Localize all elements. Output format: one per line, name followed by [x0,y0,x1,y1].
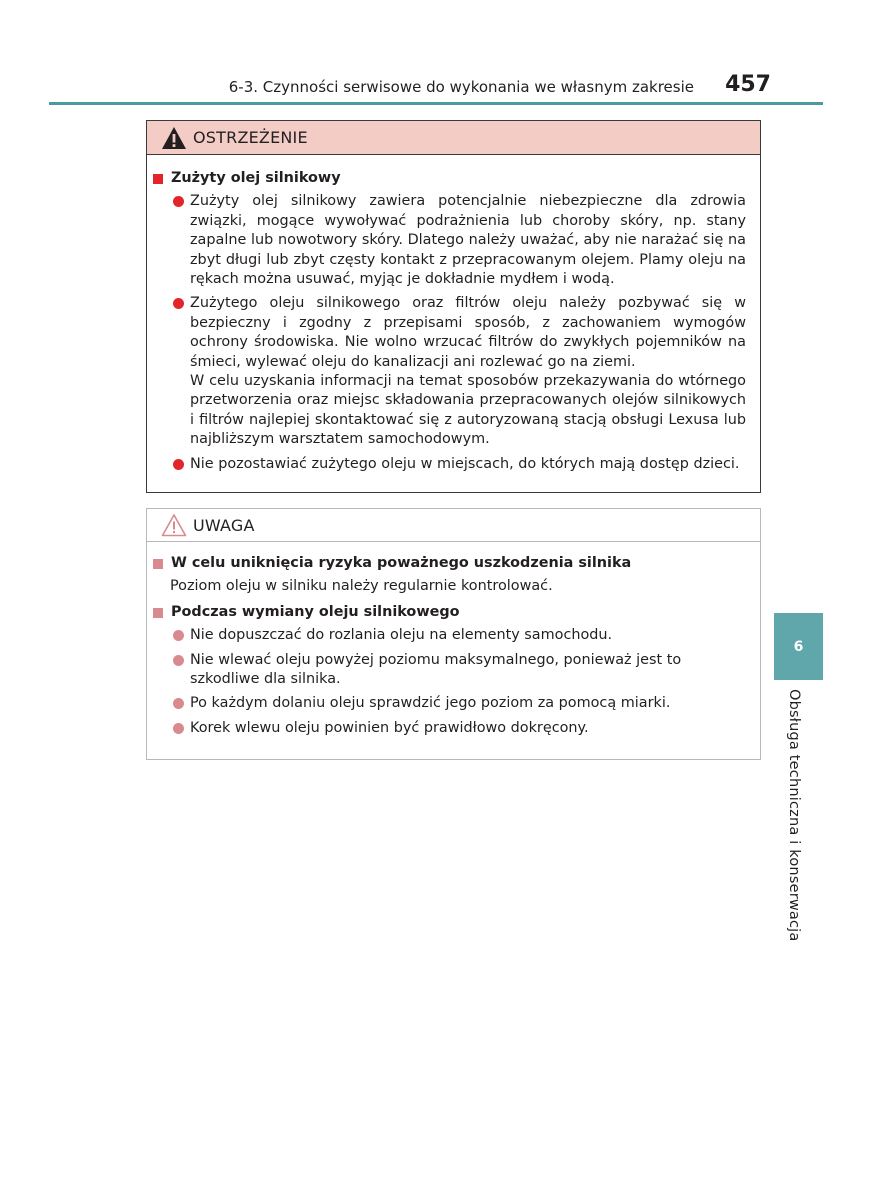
list-item [153,719,746,738]
list-item-text: Po każdym dolaniu oleju sprawdzić jego poziom za pomocą miarki. [190,695,671,712]
list-item-text: Zużytego oleju silnikowego oraz filtrów oleju należy pozbywać się w bezpieczny i zgodny z przepisami sposób, z zachowaniem wymogów ochrony środowiska. Nie wolno wrzucać filtrów do zwykłych pojemników na śmieci, wylewać oleju do kanalizacji ani rozlewać go na ziemi. [190,295,746,370]
notice-body [147,542,760,738]
warning-section-heading [153,169,746,188]
pink-dot-bullet-icon [173,630,184,641]
notice-header [147,509,760,542]
pink-square-bullet-icon [153,559,163,569]
warning-section-heading-text: Zużyty olej silnikowy [171,170,341,186]
warning-box [146,120,761,493]
list-item-text: Zużyty olej silnikowy zawiera potencjalnie niebezpieczne dla zdrowia związki, mogące wywoływać podrażnienia lub choroby skóry, np. stany zapalne lub nowotwory skóry. Dlatego należy uważać, aby nie narażać się na zbyt długi lub zbyt częsty kontakt z przepracowanym olejem. Plamy oleju na rękach można usuwać, myjąc je dokładnie mydłem i wodą. [190,193,746,288]
list-item-text: Nie wlewać oleju powyżej poziomu maksymalnego, ponieważ jest to szkodliwe dla silnika. [190,651,682,688]
chapter-number: 6 [793,638,804,655]
pink-dot-bullet-icon [173,723,184,734]
chapter-tab [774,613,823,680]
chapter-title: Obsługa techniczna i konserwacja [786,689,802,942]
red-dot-bullet-icon [173,196,184,207]
warning-title: OSTRZEŻENIE [193,128,308,147]
notice-section-heading [153,603,746,622]
warning-triangle-icon [161,126,187,150]
list-item-text: Nie dopuszczać do rozlania oleju na elementy samochodu. [190,627,613,644]
list-item [153,455,746,474]
warning-header [147,121,760,155]
notice-section-heading-text: Podczas wymiany oleju silnikowego [171,603,460,620]
page-number: 457 [725,72,771,97]
caution-triangle-icon [161,513,187,537]
list-item-continuation: W celu uzyskania informacji na temat sposobów przekazywania do wtórnego przetworzenia oraz miejsc składowania przepracowanych olejów silnikowych i filtrów najlepiej skontaktować się z autoryzowaną stacją obsługi Lexusa lub najbliższym warsztatem samochodowym. [190,373,746,448]
pink-square-bullet-icon [153,608,163,618]
pink-dot-bullet-icon [173,655,184,666]
list-item [153,626,746,645]
list-item [153,651,746,690]
notice-paragraph: Poziom oleju w silniku należy regularnie kontrolować. [170,578,553,595]
notice-section-heading [153,554,746,573]
section-title: 6-3. Czynności serwisowe do wykonania we własnym zakresie [228,78,694,96]
list-item [153,192,746,289]
red-dot-bullet-icon [173,459,184,470]
notice-box [146,508,761,760]
list-item [153,294,746,449]
red-dot-bullet-icon [173,298,184,309]
notice-title: UWAGA [193,515,255,535]
list-item-text: Korek wlewu oleju powinien być prawidłowo dokręcony. [190,719,589,736]
list-item-text: Nie pozostawiać zużytego oleju w miejscach, do których mają dostęp dzieci. [190,455,740,472]
red-square-bullet-icon [153,174,163,184]
header-rule [49,102,823,105]
pink-dot-bullet-icon [173,698,184,709]
notice-section-heading-text: W celu uniknięcia ryzyka poważnego uszkodzenia silnika [171,555,632,571]
list-item [153,694,746,713]
warning-body [147,155,760,474]
